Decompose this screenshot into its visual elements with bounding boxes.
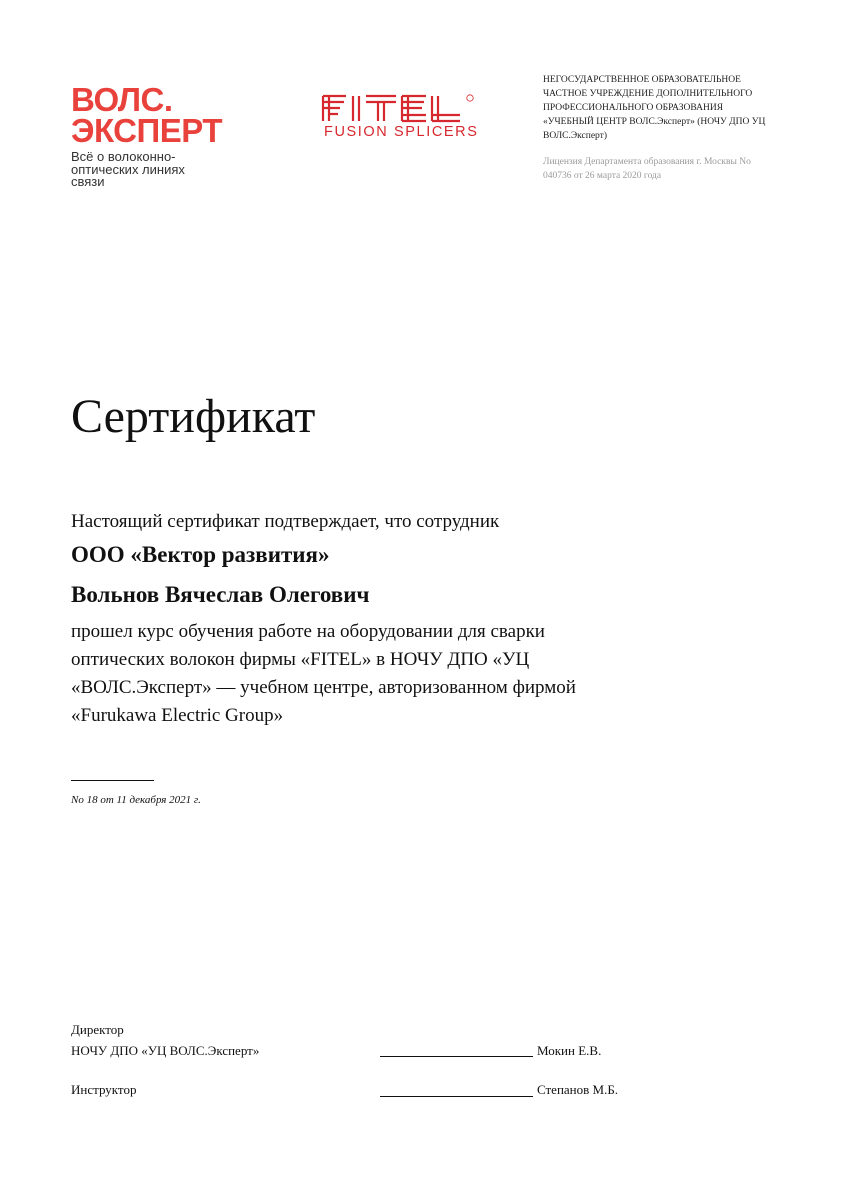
volc-expert-logo bbox=[71, 81, 251, 189]
org-line: ЧАСТНОЕ УЧРЕЖДЕНИЕ ДОПОЛНИТЕЛЬНОГО bbox=[543, 89, 753, 99]
instructor-signature-line bbox=[380, 1096, 533, 1097]
fitel-logo-subtitle: FUSION SPLICERS bbox=[324, 124, 479, 140]
volc-logo-title-line2: ЭКСПЕРТ bbox=[71, 112, 222, 149]
volc-logo-title-line1: ВОЛС. bbox=[71, 81, 173, 118]
org-line: ВОЛС.Эксперт) bbox=[543, 131, 607, 141]
divider bbox=[71, 780, 154, 781]
body-line: прошел курс обучения работе на оборудовании для сварки bbox=[71, 621, 545, 642]
director-role: Директор bbox=[71, 1022, 124, 1037]
license-line: Лицензия Департамента образования г. Москвы No bbox=[543, 157, 751, 167]
fitel-wordmark-icon bbox=[320, 90, 480, 124]
org-line: «УЧЕБНЫЙ ЦЕНТР ВОЛС.Эксперт» (НОЧУ ДПО УЦ bbox=[543, 117, 766, 127]
body-line: оптических волокон фирмы «FITEL» в НОЧУ ДПО «УЦ bbox=[71, 649, 530, 670]
certificate-title: Сертификат bbox=[71, 390, 316, 443]
fitel-logo bbox=[320, 90, 480, 146]
registration-number: No 18 от 11 декабря 2021 г. bbox=[71, 794, 201, 806]
organization-name bbox=[543, 73, 803, 143]
license-line: 040736 от 26 марта 2020 года bbox=[543, 171, 662, 181]
company-name: ООО «Вектор развития» bbox=[71, 542, 330, 567]
volc-logo-tagline: Всё о волоконно-оптических линиях связи bbox=[71, 149, 185, 189]
director-name: Мокин Е.В. bbox=[537, 1043, 602, 1058]
body-line: «ВОЛС.Эксперт» — учебном центре, авторизованном фирмой bbox=[71, 677, 576, 698]
director-signature-line bbox=[380, 1056, 533, 1057]
instructor-role: Инструктор bbox=[71, 1082, 137, 1097]
instructor-name: Степанов М.Б. bbox=[537, 1082, 619, 1097]
license-info bbox=[543, 155, 783, 183]
org-line: НЕГОСУДАРСТВЕННОЕ ОБРАЗОВАТЕЛЬНОЕ bbox=[543, 75, 741, 85]
person-name: Вольнов Вячеслав Олегович bbox=[71, 582, 370, 607]
director-org: НОЧУ ДПО «УЦ ВОЛС.Эксперт» bbox=[71, 1043, 260, 1058]
certificate-intro: Настоящий сертификат подтверждает, что сотрудник bbox=[71, 511, 500, 532]
org-line: ПРОФЕССИОНАЛЬНОГО ОБРАЗОВАНИЯ bbox=[543, 103, 724, 113]
certificate-body bbox=[71, 618, 631, 730]
body-line: «Furukawa Electric Group» bbox=[71, 705, 284, 726]
